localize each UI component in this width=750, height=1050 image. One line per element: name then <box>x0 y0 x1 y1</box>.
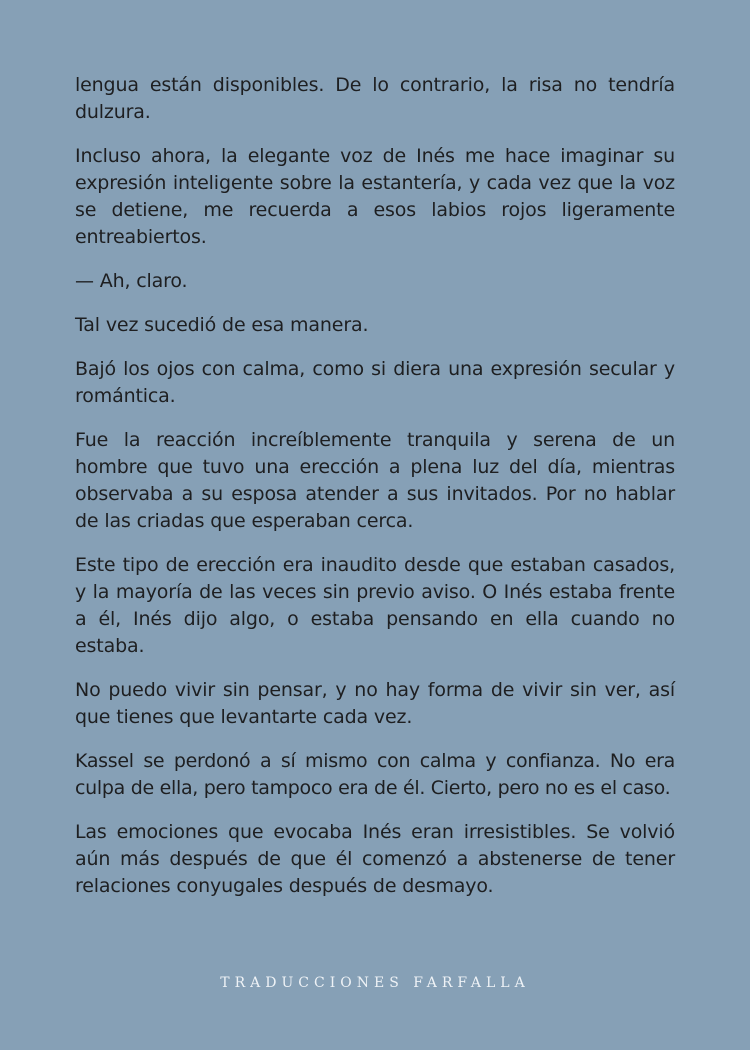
paragraph-7: Este tipo de erección era inaudito desde que estaban casados, y la mayoría de las veces sin previo aviso. O Inés estaba frente a él, Inés dijo algo, o estaba pensando en ella cuando no estaba. <box>75 554 675 657</box>
page-body <box>75 72 675 917</box>
paragraph-6: Fue la reacción increíblemente tranquila y serena de un hombre que tuvo una erección a plena luz del día, mientras observaba a su esposa atender a sus invitados. Por no hablar de las criadas que esperaban cerca. <box>75 429 675 532</box>
paragraph-5: Bajó los ojos con calma, como si diera una expresión secular y romántica. <box>75 358 675 407</box>
paragraph-9: Kassel se perdonó a sí mismo con calma y confianza. No era culpa de ella, pero tampoco era de él. Cierto, pero no es el caso. <box>75 750 675 799</box>
paragraph-4: Tal vez sucedió de esa manera. <box>75 314 369 336</box>
paragraph-8: No puedo vivir sin pensar, y no hay forma de vivir sin ver, así que tienes que levantarte cada vez. <box>75 679 675 728</box>
paragraph-3: — Ah, claro. <box>75 270 188 292</box>
paragraph-2: Incluso ahora, la elegante voz de Inés me hace imaginar su expresión inteligente sobre la estantería, y cada vez que la voz se detiene, me recuerda a esos labios rojos ligeramente entreabiertos. <box>75 145 675 248</box>
page-footer: TRADUCCIONES FARFALLA <box>220 975 530 991</box>
paragraph-10: Las emociones que evocaba Inés eran irresistibles. Se volvió aún más después de que él comenzó a abstenerse de tener relaciones conyugales después de desmayo. <box>75 821 675 897</box>
paragraph-1: lengua están disponibles. De lo contrario, la risa no tendría dulzura. <box>75 74 675 123</box>
